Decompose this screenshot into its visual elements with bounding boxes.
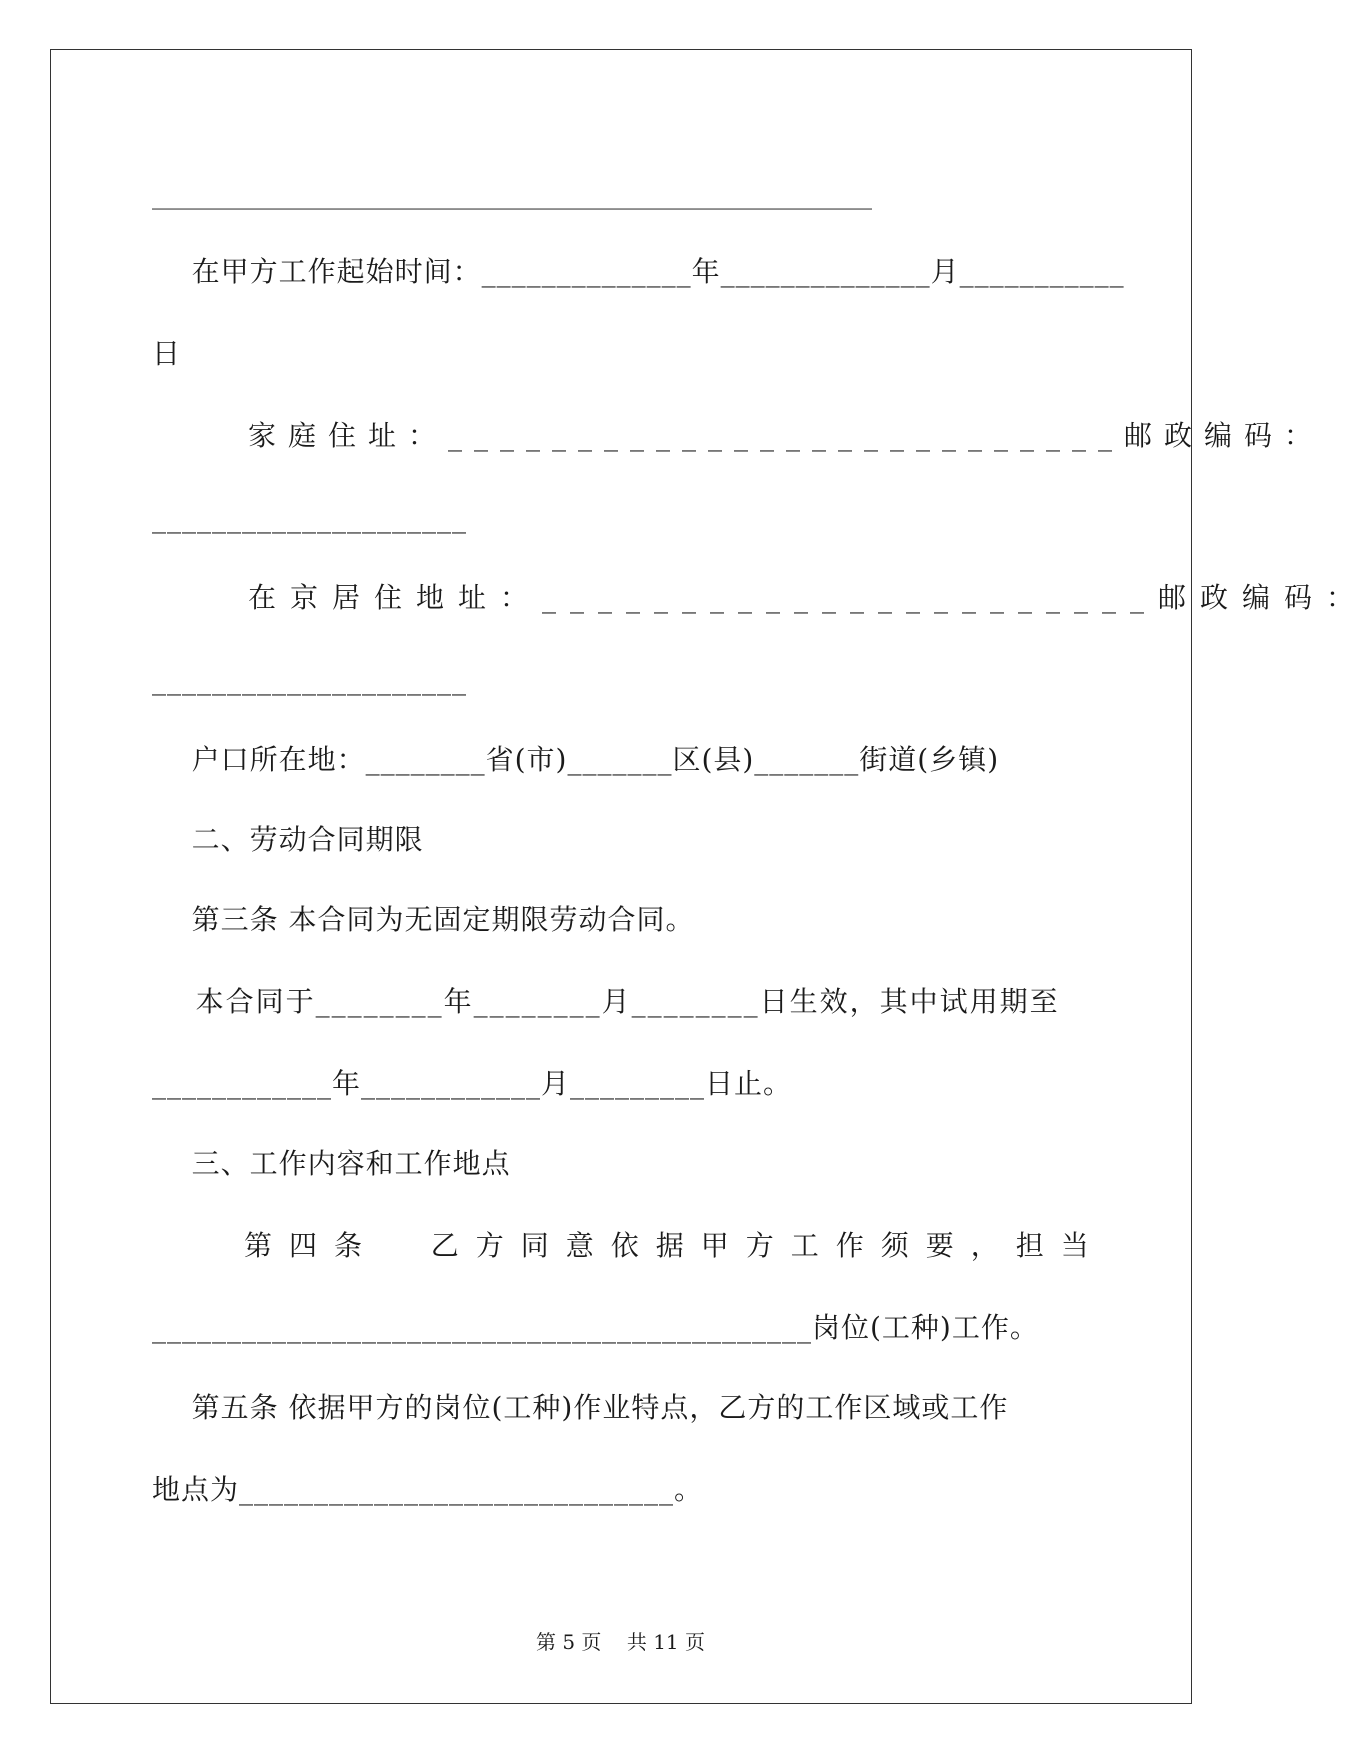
article-4: 第四条 乙方同意依据甲方工作须要，担当: [244, 1229, 1106, 1262]
effective-date-line: 本合同于________年________月________日生效，其中试用期至: [152, 985, 1060, 1018]
hukou-line: 户口所在地：________省(市)_______区(县)_______街道(乡镇): [152, 743, 1000, 776]
home-address-line: 家庭住址：__________________________邮政编码：: [248, 419, 1325, 452]
home-postcode-blank: _____________________: [152, 501, 467, 534]
article-5: 第五条 依据甲方的岗位(工种)作业特点，乙方的工作区域或工作: [152, 1391, 1009, 1424]
start-date-line: 在甲方工作起始时间：______________年______________月___________: [152, 255, 1125, 288]
beijing-postcode-blank: _____________________: [152, 663, 467, 696]
start-date-day: 日: [152, 337, 182, 370]
position-line: ____________________________________________岗位(工种)工作。: [152, 1311, 1039, 1344]
section-heading-3: 三、工作内容和工作地点: [152, 1147, 511, 1180]
probation-end-line: ____________年____________月_________日止。: [152, 1067, 793, 1100]
article-3: 第三条 本合同为无固定期限劳动合同。: [152, 903, 695, 936]
section-heading-2: 二、劳动合同期限: [152, 823, 424, 856]
beijing-address-line: 在京居住地址：______________________邮政编码：: [248, 581, 1368, 614]
blank-line: ____________________________________________________________: [152, 182, 872, 210]
page-border: [50, 49, 1192, 1704]
work-location-line: 地点为_____________________________。: [152, 1473, 704, 1506]
page-footer: 第 5 页 共 11 页: [535, 1630, 706, 1654]
